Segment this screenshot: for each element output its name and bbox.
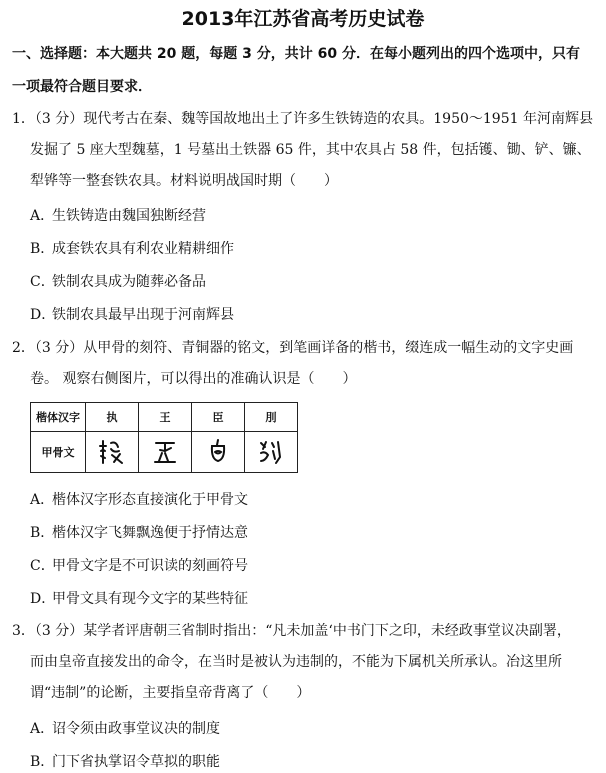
option-text: 铁制农具最早出现于河南辉县 — [52, 307, 234, 323]
question-1-line-3: 犁铧等一整套铁农具。材料说明战国时期（ ） — [30, 173, 338, 189]
option-text: 诏令须由政事堂议决的制度 — [52, 721, 220, 737]
question-3-line-3: 谓“违制”的论断，主要指皇帝背离了（ ） — [30, 685, 311, 701]
question-3-line-1: 3．（3 分）某学者评唐朝三省制时指出：“凡未加盖‘中书门下之印，未经政事堂议决副署， — [12, 623, 571, 639]
table-row — [31, 403, 298, 432]
question-1-option-a — [30, 206, 206, 226]
option-letter: C． — [30, 274, 55, 290]
question-1-stem — [12, 104, 596, 197]
option-text: 甲骨文字是不可识读的刻画符号 — [52, 558, 248, 574]
option-letter: B． — [30, 241, 55, 257]
row-header-oracle: 甲骨文 — [31, 432, 86, 473]
question-2-option-b — [30, 523, 248, 543]
character-comparison-table — [30, 402, 298, 473]
question-1-line-1: 1．（3 分）现代考古在秦、魏等国故地出土了许多生铁铸造的农具。1950～1951 年河南辉县 — [12, 111, 593, 127]
option-letter: C． — [30, 558, 55, 574]
kaishu-char-3: 臣 — [192, 403, 245, 432]
option-letter: A． — [30, 492, 55, 508]
option-text: 成套铁农具有利农业精耕细作 — [52, 241, 234, 257]
question-3-line-2: 而由皇帝直接发出的命令，在当时是被认为违制的，不能为下属机关所承认。冶这里所 — [30, 654, 562, 670]
question-2-stem — [12, 333, 596, 395]
option-letter: D． — [30, 591, 56, 607]
question-3-stem — [12, 616, 596, 709]
question-2-option-a — [30, 490, 248, 510]
oracle-yue-icon — [256, 437, 286, 467]
question-3-option-a — [30, 719, 220, 739]
kaishu-char-1: 执 — [86, 403, 139, 432]
option-text: 楷体汉字飞舞飘逸便于抒情达意 — [52, 525, 248, 541]
section-heading-line-2: 一项最符合题目要求． — [12, 79, 152, 95]
oracle-wang-icon — [150, 437, 180, 467]
option-text: 门下省执掌诏令草拟的职能 — [52, 754, 220, 770]
option-letter: D． — [30, 307, 56, 323]
option-letter: A． — [30, 208, 55, 224]
question-1-option-d — [30, 305, 234, 325]
question-2-line-1: 2．（3 分）从甲骨的刻符、青铜器的铭文，到笔画详备的楷书，缀连成一幅生动的文字史画 — [12, 340, 574, 356]
question-2-line-2: 卷。 观察右侧图片，可以得出的准确认识是（ ） — [30, 371, 357, 387]
section-heading — [12, 38, 596, 104]
option-letter: B． — [30, 754, 55, 770]
option-text: 楷体汉字形态直接演化于甲骨文 — [52, 492, 248, 508]
section-heading-line-1: 一、选择题：本大题共 20 题，每题 3 分，共计 60 分．在每小题列出的四个选项中，只有 — [12, 46, 580, 62]
question-1-option-c — [30, 272, 206, 292]
kaishu-char-2: 王 — [139, 403, 192, 432]
table-row — [31, 432, 298, 473]
option-text: 铁制农具成为随葬必备品 — [52, 274, 206, 290]
question-1-line-2: 发掘了 5 座大型魏墓，1 号墓出土铁器 65 件，其中农具占 58 件，包括镬、锄、铲、镰、 — [30, 142, 591, 158]
option-letter: A． — [30, 721, 55, 737]
oracle-zhi-icon — [97, 437, 127, 467]
question-2-option-c — [30, 556, 248, 576]
row-header-kaishu: 楷体汉字 — [31, 403, 86, 432]
option-text: 甲骨文具有现今文字的某些特征 — [52, 591, 248, 607]
option-text: 生铁铸造由魏国独断经营 — [52, 208, 206, 224]
oracle-chen-icon — [203, 437, 233, 467]
kaishu-char-4: 刖 — [245, 403, 298, 432]
question-1-option-b — [30, 239, 234, 259]
option-letter: B． — [30, 525, 55, 541]
question-2-option-d — [30, 589, 248, 609]
question-3-option-b — [30, 752, 220, 772]
page-title: 2013年江苏省高考历史试卷 — [181, 8, 425, 30]
